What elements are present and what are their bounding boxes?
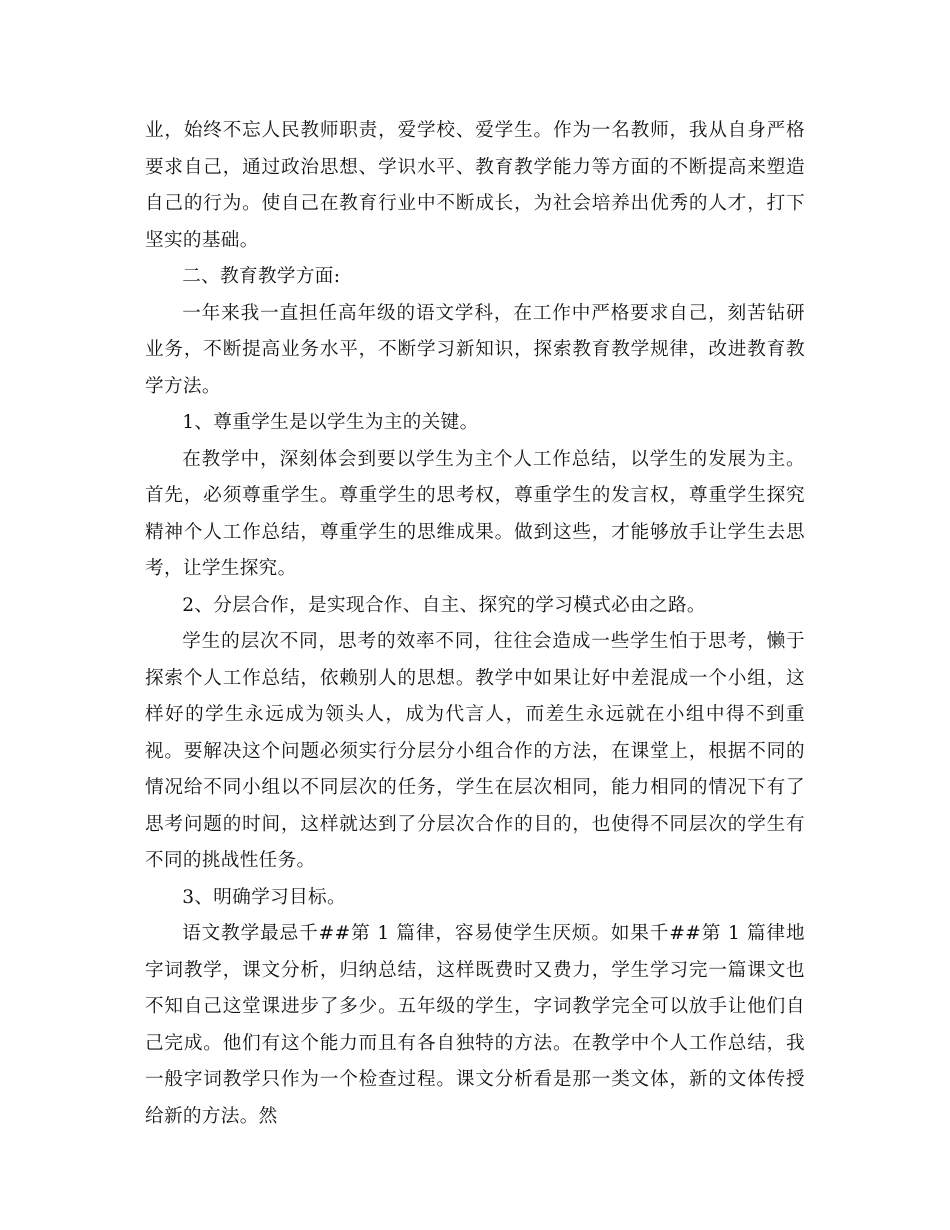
document-page	[145, 113, 805, 1135]
subheading-respect-students: 1、尊重学生是以学生为主的关键。	[182, 412, 479, 433]
subheading-learning-goals: 3、明确学习目标。	[182, 886, 346, 908]
subheading-layered-cooperation: 2、分层合作，是实现合作、自主、探究的学习模式必由之路。	[182, 594, 706, 616]
paragraph-intro-continuation: 业，始终不忘人民教师职责，爱学校、爱学生。作为一名教师，我从自身严格要求自己，通过政治思想、学识水平、教育教学能力等方面的不断提高来塑造自己的行为。使自己在教育行业中不断成长，为社会培养出优秀的人才，打下坚实的基础。	[145, 120, 805, 251]
paragraph-learning-goals: 语文教学最忌千##第 1 篇律，容易使学生厌烦。如果千##第 1 篇律地字词教学，课文分析，归纳总结，这样既费时又费力，学生学习完一篇课文也不知自己这堂课进步了多少。五年级的学生，字词教学完全可以放手让他们自己完成。他们有这个能力而且有各自独特的方法。在教学中个人工作总结，我一般字词教学只作为一个检查过程。课文分析看是那一类文体，新的文体传授给新的方法。然	[145, 923, 805, 1127]
section-heading-teaching: 二、教育教学方面:	[182, 266, 341, 287]
paragraph-teaching-overview: 一年来我一直担任高年级的语文学科，在工作中严格要求自己，刻苦钻研业务，不断提高业务水平，不断学习新知识，探索教育教学规律，改进教育教学方法。	[145, 302, 805, 397]
paragraph-respect-students: 在教学中，深刻体会到要以学生为主个人工作总结，以学生的发展为主。首先，必须尊重学生。尊重学生的思考权，尊重学生的发言权，尊重学生探究精神个人工作总结，尊重学生的思维成果。做到这些，才能够放手让学生去思考，让学生探究。	[145, 448, 805, 579]
paragraph-layered-cooperation: 学生的层次不同，思考的效率不同，往往会造成一些学生怕于思考，懒于探索个人工作总结，依赖别人的思想。教学中如果让好中差混成一个小组，这样好的学生永远成为领头人，成为代言人，而差生永远就在小组中得不到重视。要解决这个问题必须实行分层分小组合作的方法，在课堂上，根据不同的情况给不同小组以不同层次的任务，学生在层次相同，能力相同的情况下有了思考问题的时间，这样就达到了分层次合作的目的，也使得不同层次的学生有不同的挑战性任务。	[145, 631, 805, 871]
